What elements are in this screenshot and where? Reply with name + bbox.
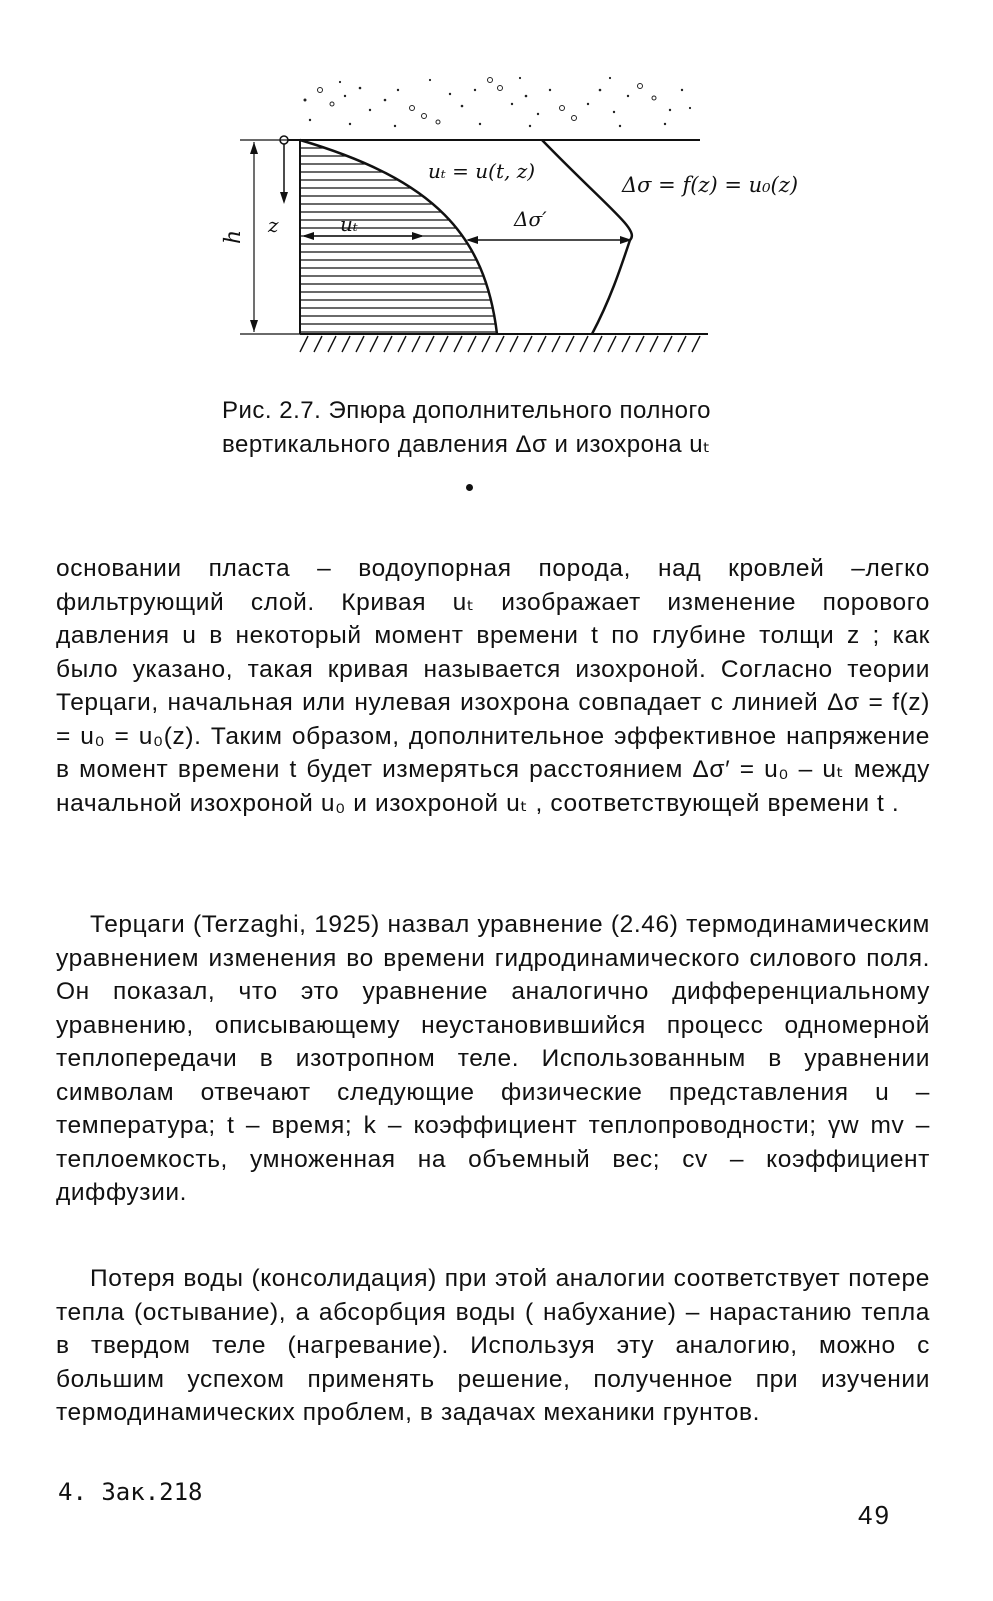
h-arrow-top (250, 142, 258, 154)
ut-label: uₜ (340, 212, 358, 236)
print-order-code: 4. Зак.218 (58, 1478, 203, 1506)
ut-arrow-left (302, 232, 314, 240)
paragraph-2 (56, 908, 930, 1210)
z-arrow-head (280, 192, 288, 204)
caption-dot-mark (466, 484, 473, 491)
paragraph-2-text: Терцаги (Terzaghi, 1925) назвал уравнение (2.46) термодинамическим уравнением изменения во времени гидродинамического силового поля. Он показал, что это уравнение аналогично дифференциальному уравнению, описывающему неустановившийся процесс одномерной теплопередачи в изотропном теле. Использованным в уравнении символам отвечают следующие физические представления u – температура; t – время; k – коэффициент теплопроводности; γw mv – теплоемкость, умноженная на объемный вес; cv – коэффициент диффузии. (56, 911, 930, 1206)
caption-line-2: вертикального давления Δσ и изохрона uₜ (222, 431, 711, 458)
ut-arrow-right (412, 232, 424, 240)
h-arrow-bottom (250, 320, 258, 332)
page-number: 49 (858, 1500, 891, 1530)
paragraph-3-text: Потеря воды (консолидация) при этой аналогии соответствует потере тепла (остывание), а абсорбция воды ( набухание) – нарастанию тепла в твердом теле (нагревание). Используя эту аналогию, можно с большим успехом применять решение, полученное при изучении термодинамических проблем, в задачах механики грунтов. (56, 1265, 930, 1426)
ut-function-label: uₜ = u(t, z) (428, 159, 536, 183)
delta-sigma-prime-label: Δσ′ (514, 207, 547, 231)
caption-line-1: Рис. 2.7. Эпюра дополнительного полного (222, 397, 712, 424)
h-label: h (221, 229, 246, 244)
figure-diagram (200, 60, 799, 360)
initial-isochrone-curve (542, 140, 632, 334)
figure-caption (222, 394, 862, 462)
paragraph-1 (56, 552, 930, 820)
paragraph-3 (56, 1262, 930, 1430)
z-label: z (268, 213, 279, 237)
pressure-diagram-svg (200, 60, 799, 360)
paragraph-1-text: основании пласта – водоупорная порода, над кровлей –легко фильтрующий слой. Кривая uₜ изображает изменение порового давления u в некоторый момент времени t по глубине толщи z ; как было указано, такая кривая называется изохроной. Согласно теории Терцаги, начальная или нулевая изохрона совпадает с линией Δσ = f(z) = u₀ = u₀(z). Таким образом, дополнительное эффективное напряжение в момент времени t будет измеряться расстоянием Δσ′ = u₀ – uₜ между начальной изохроной u₀ и изохроной uₜ , соответствующей времени t . (56, 555, 930, 817)
delta-sigma-function-label: Δσ = f(z) = u₀(z) (622, 173, 799, 197)
base-hatching (300, 336, 700, 352)
permeable-layer (304, 77, 692, 127)
